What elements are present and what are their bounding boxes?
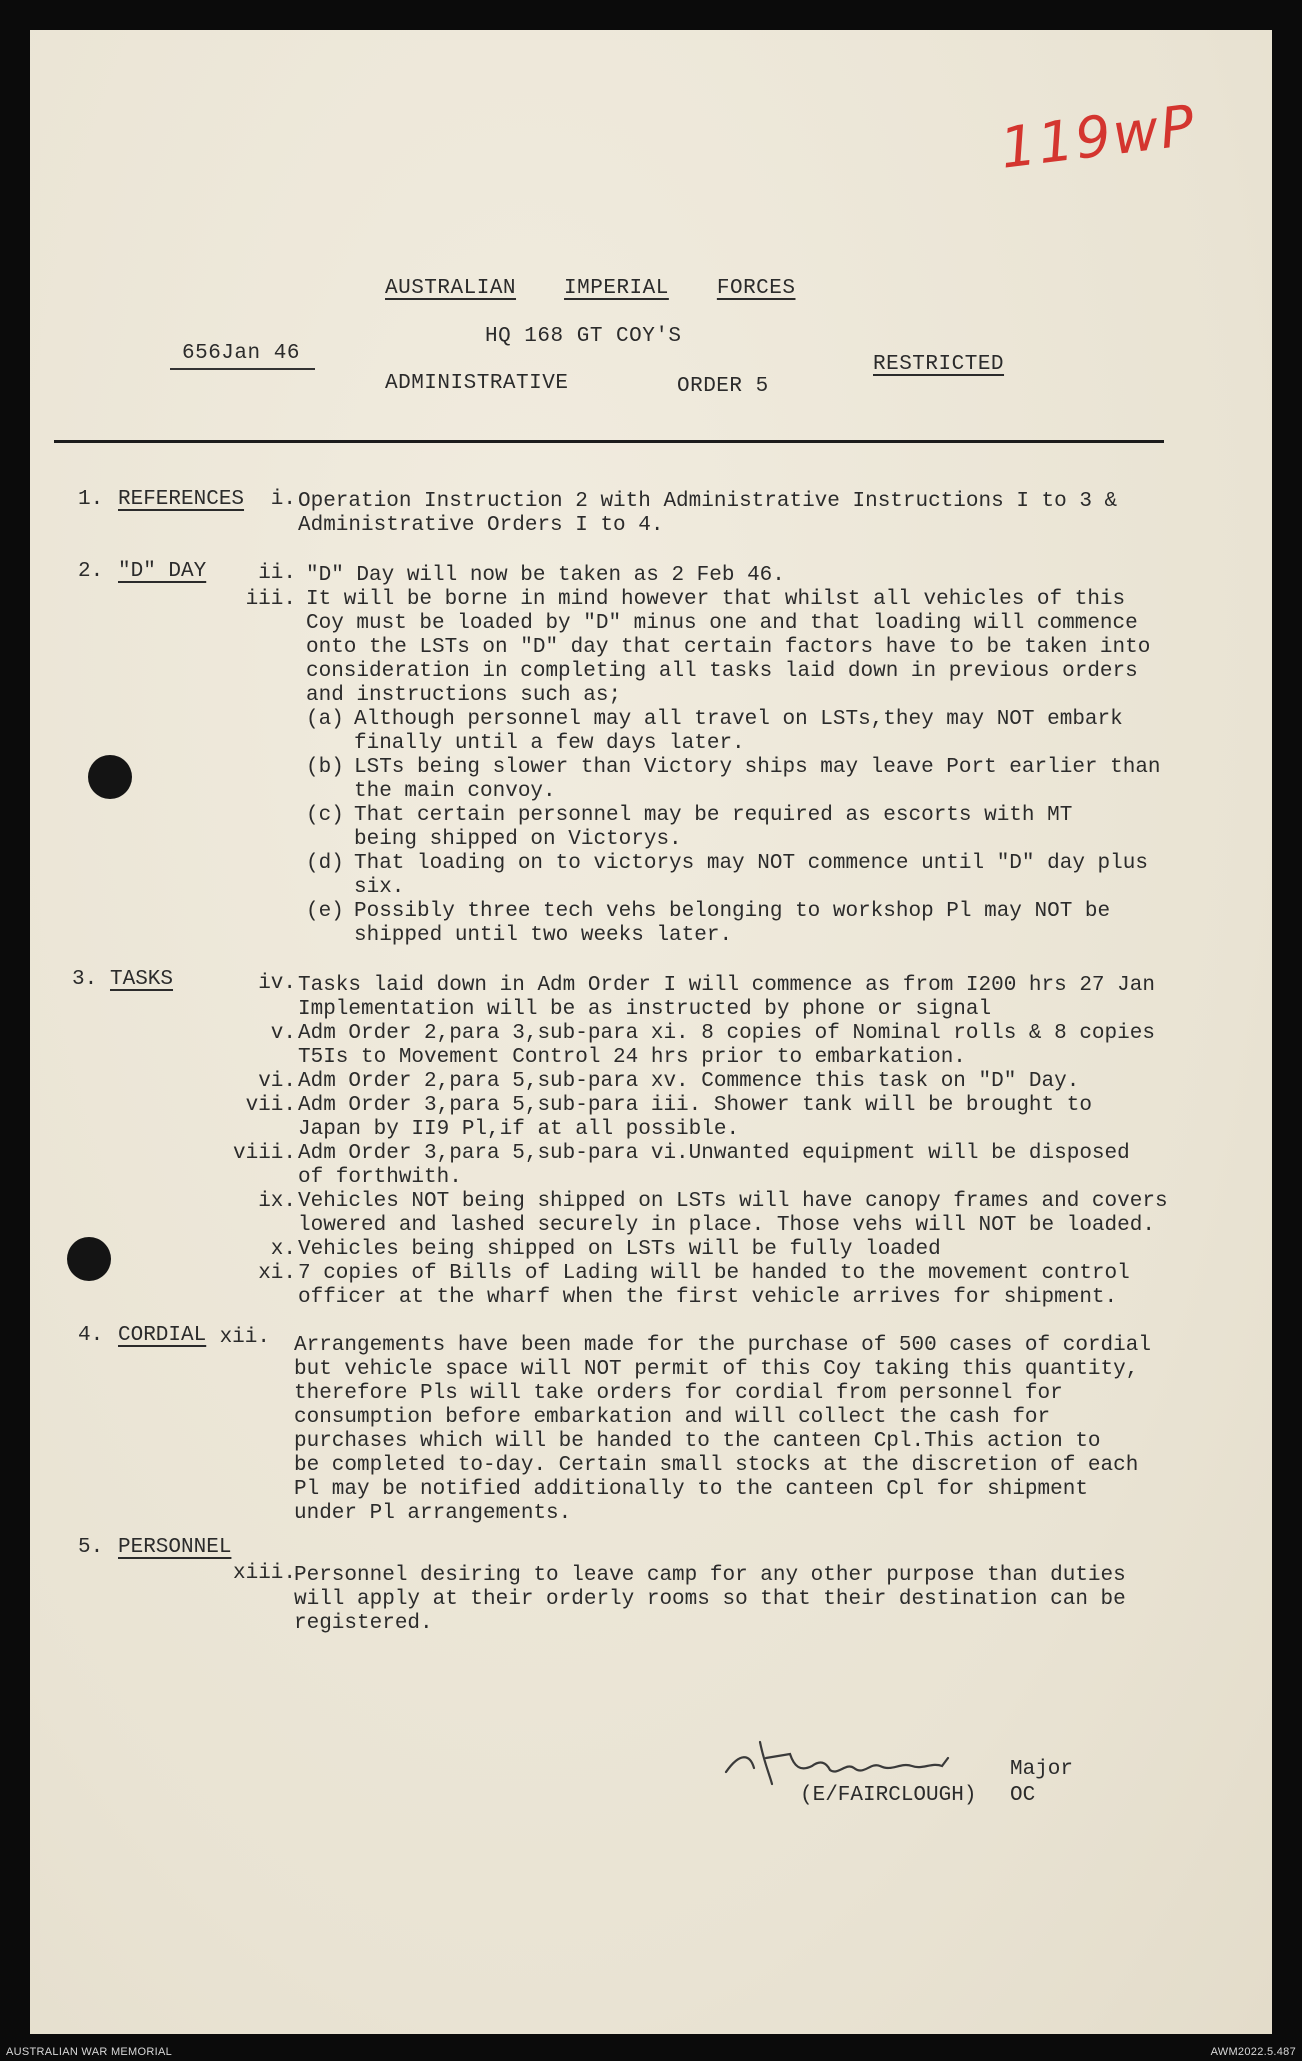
para-line: Personnel desiring to leave camp for any other purpose than duties <box>294 1564 1126 1587</box>
para-line: purchases which will be handed to the canteen Cpl.This action to <box>294 1430 1101 1453</box>
sub-item-line: Although personnel may all travel on LSTs,they may NOT embark <box>354 708 1123 731</box>
section-number: 5. <box>78 1536 104 1559</box>
para-line: 7 copies of Bills of Lading will be handed to the movement control <box>298 1262 1130 1285</box>
signatory-rank: Major <box>1010 1758 1074 1781</box>
punch-hole <box>88 755 132 799</box>
sub-item-line: being shipped on Victorys. <box>354 828 682 851</box>
para-line: It will be borne in mind however that whilst all vehicles of this <box>306 588 1126 611</box>
para-number: v. <box>270 1022 296 1045</box>
para-line: Operation Instruction 2 with Administrative Instructions I to 3 & <box>298 490 1118 513</box>
pencil-annotation: 119wP <box>996 93 1200 182</box>
para-line: Coy must be loaded by "D" minus one and that loading will commence <box>306 612 1138 635</box>
header-word: FORCES <box>716 277 796 300</box>
svg-text:F Fairclough: F Fairclough <box>734 1782 742 1783</box>
para-line: registered. <box>294 1612 433 1635</box>
para-number: i. <box>270 488 296 511</box>
para-line: consideration in completing all tasks laid down in previous orders <box>306 660 1138 683</box>
sub-item-label: (e) <box>306 900 344 923</box>
sub-item-label: (c) <box>306 804 344 827</box>
sub-item-line: six. <box>354 876 405 899</box>
archive-reference: AWM2022.5.487 <box>1210 2046 1296 2058</box>
section-number: 1. <box>78 488 104 511</box>
signatory-role: OC <box>1010 1784 1036 1807</box>
para-line: Adm Order 2,para 3,sub-para xi. 8 copies of Nominal rolls & 8 copies <box>298 1022 1155 1045</box>
order-number: ORDER 5 <box>677 375 769 398</box>
para-line: Vehicles NOT being shipped on LSTs will have canopy frames and covers <box>298 1190 1168 1213</box>
para-number: xi. <box>258 1262 296 1285</box>
para-number: xii. <box>219 1326 270 1349</box>
para-number: vi. <box>258 1070 296 1093</box>
header-title <box>385 277 795 300</box>
para-line: therefore Pls will take orders for cordial from personnel for <box>294 1382 1063 1405</box>
sub-item-line: shipped until two weeks later. <box>354 924 733 947</box>
sub-item-label: (d) <box>306 852 344 875</box>
para-number: x. <box>270 1238 296 1261</box>
document-date: 656Jan 46 <box>182 342 300 365</box>
para-line: Japan by II9 Pl,if at all possible. <box>298 1118 740 1141</box>
horizontal-rule <box>54 440 1164 443</box>
section-number: 2. <box>78 560 104 583</box>
section-title: TASKS <box>110 968 174 991</box>
para-line: Tasks laid down in Adm Order I will commence as from I200 hrs 27 Jan <box>298 974 1155 997</box>
header-word: AUSTRALIAN <box>385 277 517 300</box>
sub-item-line: the main convoy. <box>354 780 556 803</box>
punch-hole <box>67 1237 111 1281</box>
para-line: Adm Order 2,para 5,sub-para xv. Commence this task on "D" Day. <box>298 1070 1080 1093</box>
para-number: iii. <box>245 588 296 611</box>
para-line: officer at the wharf when the first vehicle arrives for shipment. <box>298 1286 1118 1309</box>
signatory-name: (E/FAIRCLOUGH) <box>800 1784 977 1807</box>
section-title: "D" DAY <box>118 560 207 583</box>
sub-item-line: finally until a few days later. <box>354 732 745 755</box>
para-line: Administrative Orders I to 4. <box>298 514 664 537</box>
para-line: lowered and lashed securely in place. Those vehs will NOT be loaded. <box>298 1214 1155 1237</box>
para-line: under Pl arrangements. <box>294 1502 572 1525</box>
para-line: Adm Order 3,para 5,sub-para iii. Shower tank will be brought to <box>298 1094 1092 1117</box>
archive-credit: AUSTRALIAN WAR MEMORIAL <box>6 2046 173 2058</box>
classification-stamp: RESTRICTED <box>873 353 1005 376</box>
para-line: of forthwith. <box>298 1166 462 1189</box>
sub-item-line: Possibly three tech vehs belonging to workshop Pl may NOT be <box>354 900 1111 923</box>
para-line: be completed to-day. Certain small stocks at the discretion of each <box>294 1454 1139 1477</box>
para-number: xiii. <box>232 1562 296 1585</box>
para-line: "D" Day will now be taken as 2 Feb 46. <box>306 564 785 587</box>
para-number: iv. <box>258 972 296 995</box>
sub-item-label: (b) <box>306 756 344 779</box>
section-number: 3. <box>72 968 98 991</box>
sub-item-line: That loading on to victorys may NOT commence until "D" day plus <box>354 852 1148 875</box>
para-line: Arrangements have been made for the purchase of 500 cases of cordial <box>294 1334 1151 1357</box>
section-title: REFERENCES <box>118 488 245 511</box>
para-number: ix. <box>258 1190 296 1213</box>
para-number: ii. <box>258 562 296 585</box>
header-word: IMPERIAL <box>564 277 669 300</box>
sub-item-line: That certain personnel may be required as escorts with MT <box>354 804 1073 827</box>
para-line: consumption before embarkation and will collect the cash for <box>294 1406 1051 1429</box>
para-line: but vehicle space will NOT permit of this Coy taking this quantity, <box>294 1358 1139 1381</box>
sub-item-line: LSTs being slower than Victory ships may leave Port earlier than <box>354 756 1161 779</box>
unit-name: HQ 168 GT COY'S <box>485 325 682 348</box>
sub-item-label: (a) <box>306 708 344 731</box>
section-number: 4. <box>78 1324 104 1347</box>
para-number: viii. <box>232 1142 296 1165</box>
para-number: vii. <box>245 1094 296 1117</box>
para-line: Adm Order 3,para 5,sub-para vi.Unwanted equipment will be disposed <box>298 1142 1130 1165</box>
handwritten-signature <box>720 1732 1010 1792</box>
para-line: Pl may be notified additionally to the canteen Cpl for shipment <box>294 1478 1088 1501</box>
para-line: will apply at their orderly rooms so that their destination can be <box>294 1588 1126 1611</box>
para-line: onto the LSTs on "D" day that certain factors have to be taken into <box>306 636 1151 659</box>
para-line: T5Is to Movement Control 24 hrs prior to embarkation. <box>298 1046 966 1069</box>
para-line: Vehicles being shipped on LSTs will be fully loaded <box>298 1238 941 1261</box>
document-type: ADMINISTRATIVE <box>385 372 569 395</box>
para-line: Implementation will be as instructed by phone or signal <box>298 998 992 1021</box>
para-line: and instructions such as; <box>306 684 622 707</box>
section-title: CORDIAL <box>118 1324 207 1347</box>
section-title: PERSONNEL <box>118 1536 232 1559</box>
date-underline <box>170 368 315 370</box>
